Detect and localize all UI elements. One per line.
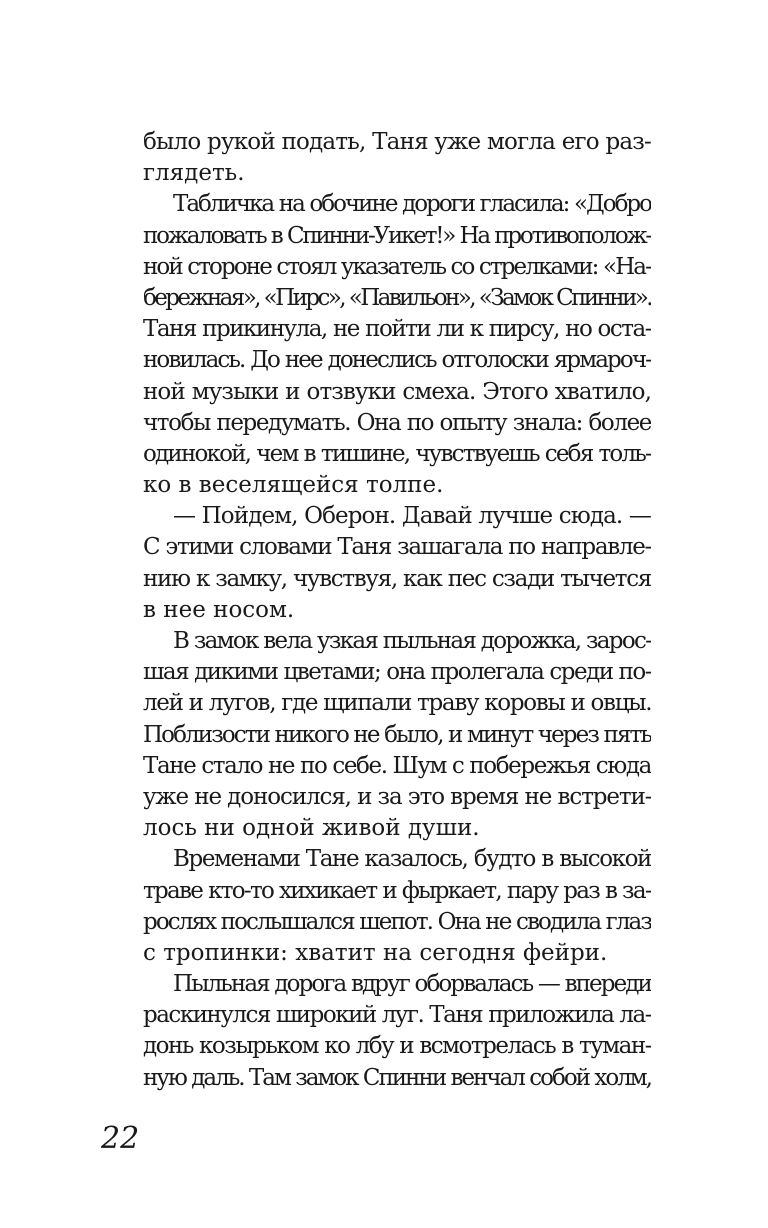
text-line: было рукой подать, Таня уже могла его раз- [143,129,651,155]
body-text [143,127,651,1094]
text-line: лей и лугов, где щипали траву коровы и овцы. [143,690,651,717]
text-line: ной стороне стоял указатель со стрелками: «На- [143,253,651,280]
text-line: шая дикими цветами; она пролегала среди по- [143,659,651,686]
text-line: раскинулся широкий луг. Таня приложила ла- [143,1002,651,1029]
page-number: 22 [101,1121,140,1156]
text-line: С этими словами Таня зашагала по направле- [143,534,651,561]
text-line: уже не доносился, и за это время не встрети- [143,783,651,810]
text-line: ко в веселящейся толпе. [143,472,444,499]
text-line: рослях послышался шепот. Она не сводила глаз [143,908,651,935]
text-line: бережная», «Пирс», «Павильон», «Замок Спинни». [143,284,651,311]
text-line: глядеть. [143,160,245,187]
text-line: Пыльная дорога вдруг оборвалась — впереди [173,971,651,998]
paragraph [143,844,651,969]
text-line: донь козырьком ко лбу и всмотрелась в туман- [143,1033,651,1060]
text-line: с тропинки: хватит на сегодня фейри. [143,939,608,966]
text-line: пожаловать в Спинни-Уикет!» На противополож- [143,222,651,249]
paragraph [143,626,651,844]
text-line: лось ни одной живой души. [143,815,480,842]
paragraph [143,501,651,626]
paragraph [143,969,651,1094]
text-line: новилась. До нее донеслись отголоски ярмароч- [143,347,651,374]
text-line: нию к замку, чувствуя, как пес сзади тычется [143,565,651,592]
text-line: Табличка на обочине дороги гласила: «Добро [173,191,651,218]
text-line: ную даль. Там замок Спинни венчал собой холм, [143,1064,651,1091]
text-line: — Пойдем, Оберон. Давай лучше сюда. — [173,503,651,530]
text-line: чтобы передумать. Она по опыту знала: более [143,409,651,436]
text-line: Тане стало не по себе. Шум с побережья сюда [143,752,651,779]
text-line: одинокой, чем в тишине, чувствуешь себя толь- [143,440,651,467]
text-line: траве кто-то хихикает и фыркает, пару раз в за- [143,877,651,904]
paragraph [143,189,651,501]
text-line: ной музыки и отзвуки смеха. Этого хватило, [143,378,651,405]
paragraph [143,127,651,189]
text-line: Временами Тане казалось, будто в высокой [173,846,651,873]
text-line: в нее носом. [143,596,295,623]
text-line: Таня прикинула, не пойти ли к пирсу, но оста- [143,316,651,343]
text-line: Поблизости никого не было, и минут через пять [143,721,651,748]
text-line: В замок вела узкая пыльная дорожка, зарос- [173,628,651,654]
